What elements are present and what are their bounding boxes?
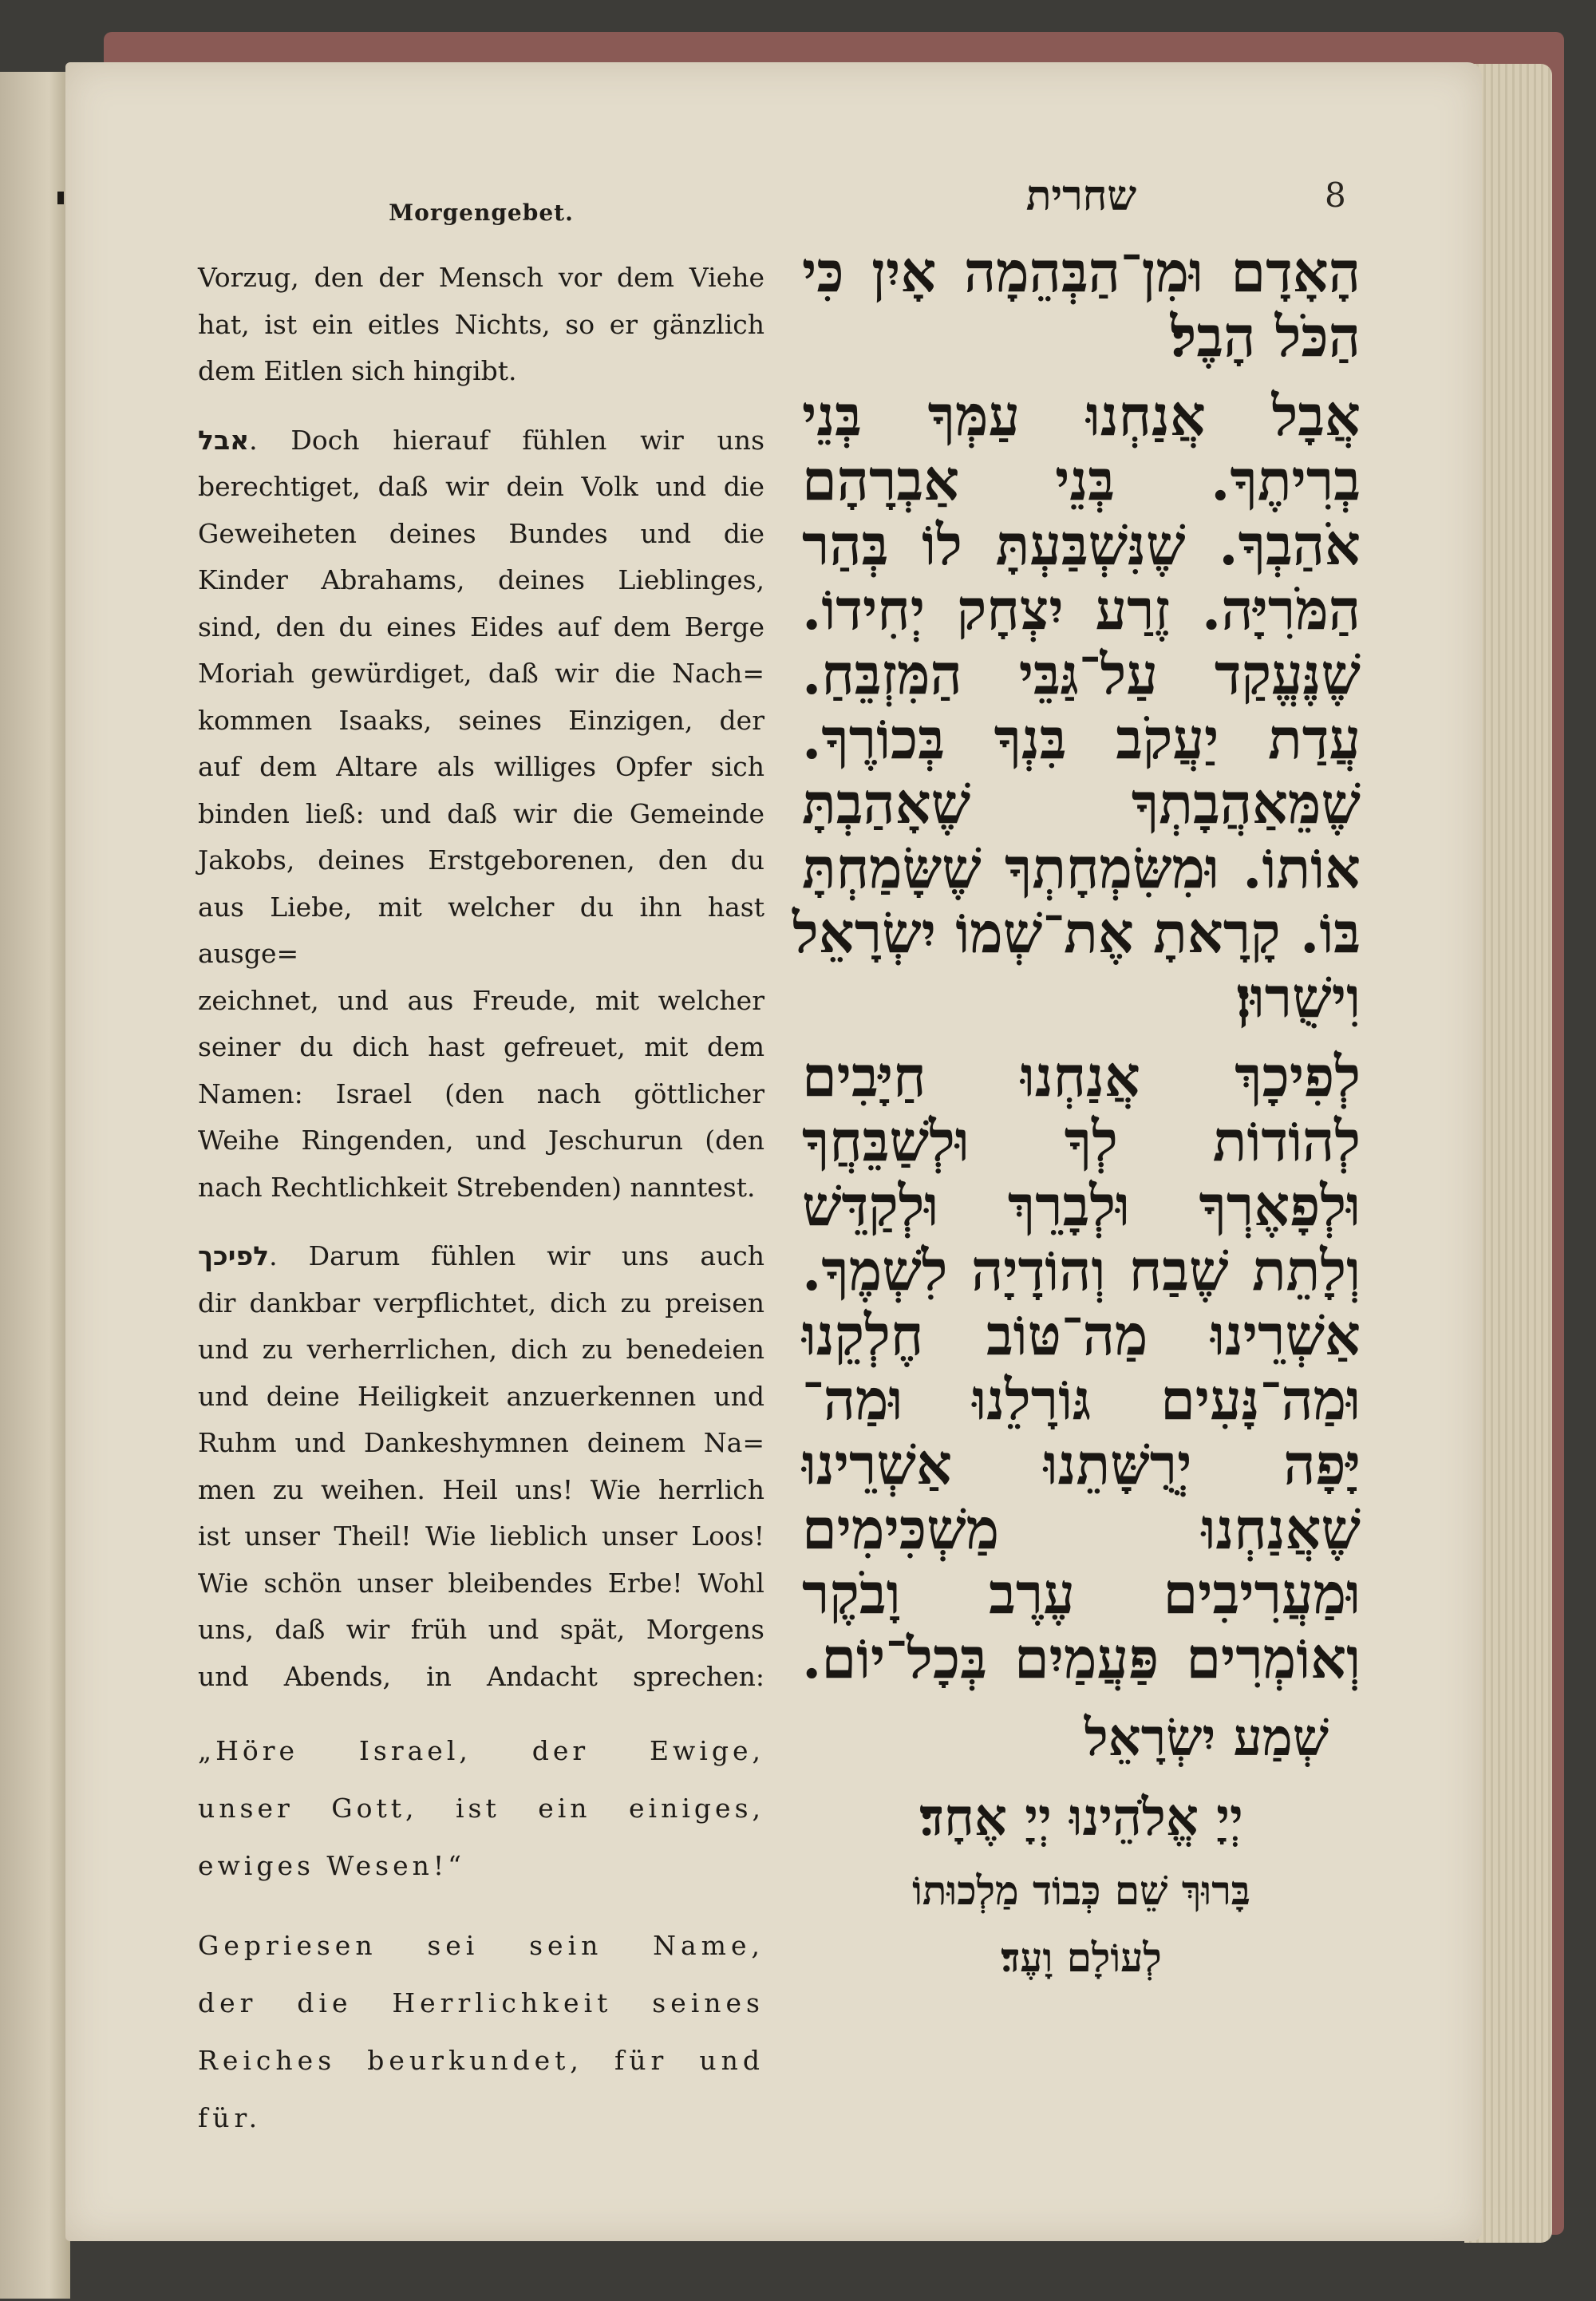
text-line: Ruhm und Dankeshymnen deinem Na= bbox=[198, 1427, 764, 1458]
text-line: אבל. Doch hierauf fühlen wir uns bbox=[198, 424, 764, 456]
hebrew-reference: אבל bbox=[198, 424, 250, 456]
text-line: ist unser Theil! Wie lieblich unser Loos! bbox=[198, 1520, 764, 1552]
hebrew-prayer-column bbox=[792, 172, 1361, 1984]
gutter-mark bbox=[57, 192, 64, 204]
running-head-right: שחרית bbox=[1025, 172, 1137, 220]
text-line: seiner du dich hast gefreuet, mit dem bbox=[198, 1031, 764, 1062]
page-number: 8 bbox=[1325, 176, 1346, 215]
hebrew-line: וְאוֹמְרִים פַּעֲמַיִם בְּכָל־יוֹם. bbox=[802, 1625, 1361, 1691]
text-line: men zu weihen. Heil uns! Wie herrlich bbox=[198, 1473, 764, 1505]
previous-page-edge bbox=[0, 72, 70, 2299]
hebrew-line: וּמַעֲרִיבִים עֶרֶב וָבֹקֶר bbox=[802, 1560, 1361, 1627]
hebrew-line: הַמֹּרִיָּה. זֶרַע יִצְחָק יְחִידוֹ. bbox=[802, 576, 1361, 642]
text-line: kommen Isaaks, seines Einzigen, der bbox=[198, 704, 764, 736]
hebrew-line: אַשְׁרֵינוּ מַה־טּוֹב חֶלְקֵנוּ bbox=[802, 1302, 1361, 1368]
hebrew-line: וּמַה־נָּעִים גּוֹרָלֵנוּ וּמַה־ bbox=[802, 1366, 1361, 1433]
text-line: לפיכך. Darum fühlen wir uns auch bbox=[198, 1240, 764, 1271]
hebrew-line: לְפִיכָךְ אֲנַחְנוּ חַיָּבִים bbox=[802, 1043, 1361, 1109]
hebrew-line: שֶׁמֵּאַהֲבָתְךָ שֶׁאָהַבְתָּ bbox=[802, 770, 1361, 836]
text-line: und Abends, in Andacht sprechen: bbox=[198, 1660, 764, 1692]
text-line: unser Gott, ist ein einiges, bbox=[198, 1793, 764, 1824]
hebrew-reference: לפיכך bbox=[198, 1240, 270, 1271]
text-line: nach Rechtlichkeit Strebenden) nanntest. bbox=[198, 1171, 756, 1203]
german-translation-column bbox=[198, 200, 764, 2147]
text-line: Kinder Abrahams, deines Lieblinges, bbox=[198, 564, 764, 595]
text-line: Vorzug, den der Mensch vor dem Viehe bbox=[198, 262, 764, 293]
text-line: und deine Heiligkeit anzuerkennen und bbox=[198, 1380, 764, 1412]
hebrew-line: וְלָתֵת שֶׁבַח וְהוֹדָיָה לִשְׁמֶךָ. bbox=[802, 1237, 1361, 1303]
text-line: Moriah gewürdiget, daß wir die Nach= bbox=[198, 658, 764, 689]
baruch-shem-line: לְעוֹלָם וָעֶד׃ bbox=[1001, 1934, 1162, 1981]
hebrew-line: לְהוֹדוֹת לְךָ וּלְשַׁבֵּחֲךָ bbox=[802, 1108, 1361, 1174]
text-line: Namen: Israel (den nach göttlicher bbox=[198, 1077, 764, 1109]
hebrew-line: הַכֹּל הָבֶל׃ bbox=[1170, 303, 1361, 370]
text-line: Geweiheten deines Bundes und die bbox=[198, 517, 764, 549]
text-line: Reiches beurkundet, für und bbox=[198, 2045, 764, 2076]
text-line: der die Herrlichkeit seines bbox=[198, 1987, 764, 2018]
text-line: ewiges Wesen!“ bbox=[198, 1850, 466, 1881]
hebrew-line: שֶׁנֶּעֱקַד עַל־גַּבֵּי הַמִּזְבֵּחַ. bbox=[802, 641, 1361, 707]
text-line: binden ließ: und daß wir die Gemeinde bbox=[198, 797, 764, 829]
text-line: Gepriesen sei sein Name, bbox=[198, 1930, 764, 1961]
text-line: hat, ist ein eitles Nichts, so er gänzlich bbox=[198, 308, 764, 340]
hebrew-line: שֶׁאֲנַחְנוּ מַשְׁכִּימִים bbox=[802, 1496, 1361, 1562]
hebrew-line: וִישֻׁרוּן׃ bbox=[1236, 964, 1361, 1030]
text-line: Jakobs, deines Erstgeborenen, den du bbox=[198, 844, 764, 876]
text-line: uns, daß wir früh und spät, Morgens bbox=[198, 1614, 764, 1645]
text-line: für. bbox=[198, 2102, 263, 2133]
hebrew-line: וּלְפָאֶרְךָ וּלְבָרֵךְ וּלְקַדֵּשׁ bbox=[802, 1172, 1361, 1239]
text-line: dir dankbar verpflichtet, dich zu preisen bbox=[198, 1287, 764, 1319]
running-head-left: Morgengebet. bbox=[389, 200, 574, 226]
text-line: zeichnet, und aus Freude, mit welcher bbox=[198, 984, 764, 1016]
shema-line: יְיָ אֱלֹהֵינוּ יְיָ אֶחָד׃ bbox=[919, 1788, 1243, 1848]
text-line: „Höre Israel, der Ewige, bbox=[198, 1735, 764, 1766]
hebrew-line: בּוֹ. קָרָאתָ אֶת־שְׁמוֹ יִשְׂרָאֵל bbox=[792, 899, 1361, 966]
hebrew-line: הָאָדָם וּמִן־הַבְּהֵמָה אָיִן כִּי bbox=[802, 239, 1361, 305]
shema-line: שְׁמַע יִשְׂרָאֵל bbox=[1084, 1708, 1329, 1768]
text-line: dem Eitlen sich hingibt. bbox=[198, 355, 517, 386]
text-line: aus Liebe, mit welcher du ihn hast ausge= bbox=[198, 891, 764, 969]
text-line: sind, den du eines Eides auf dem Berge bbox=[198, 611, 764, 642]
hebrew-line: עֲדַת יַעֲקֹב בִּנְךָ בְּכוֹרֶךָ. bbox=[802, 706, 1361, 772]
hebrew-line: אֹהַבְךָ. שֶׁנִּשְׁבַּעְתָּ לוֹ בְּהַר bbox=[802, 512, 1361, 578]
hebrew-line: אוֹתוֹ. וּמִשִּׂמְחָתְךָ שֶׁשָּׂמַחְתָּ bbox=[802, 835, 1361, 901]
hebrew-line: בְרִיתֶךָ. בְּנֵי אַבְרָהָם bbox=[802, 447, 1361, 513]
baruch-shem-line: בָּרוּךְ שֵׁם כְּבוֹד מַלְכוּתוֹ bbox=[912, 1867, 1250, 1914]
hebrew-line: יָּפָה יְרֻשָּׁתֵנוּ אַשְׁרֵינוּ bbox=[802, 1431, 1361, 1497]
text-line: Wie schön unser bleibendes Erbe! Wohl bbox=[198, 1567, 764, 1599]
hebrew-line: אֲבָל אֲנַחְנוּ עַמְּךָ בְּנֵי bbox=[802, 382, 1361, 449]
text-line: berechtiget, daß wir dein Volk und die bbox=[198, 471, 764, 502]
text-line: Weihe Ringenden, und Jeschurun (den bbox=[198, 1125, 764, 1156]
text-line: auf dem Altare als williges Opfer sich bbox=[198, 751, 764, 782]
text-line: und zu verherrlichen, dich zu benedeien bbox=[198, 1334, 764, 1365]
